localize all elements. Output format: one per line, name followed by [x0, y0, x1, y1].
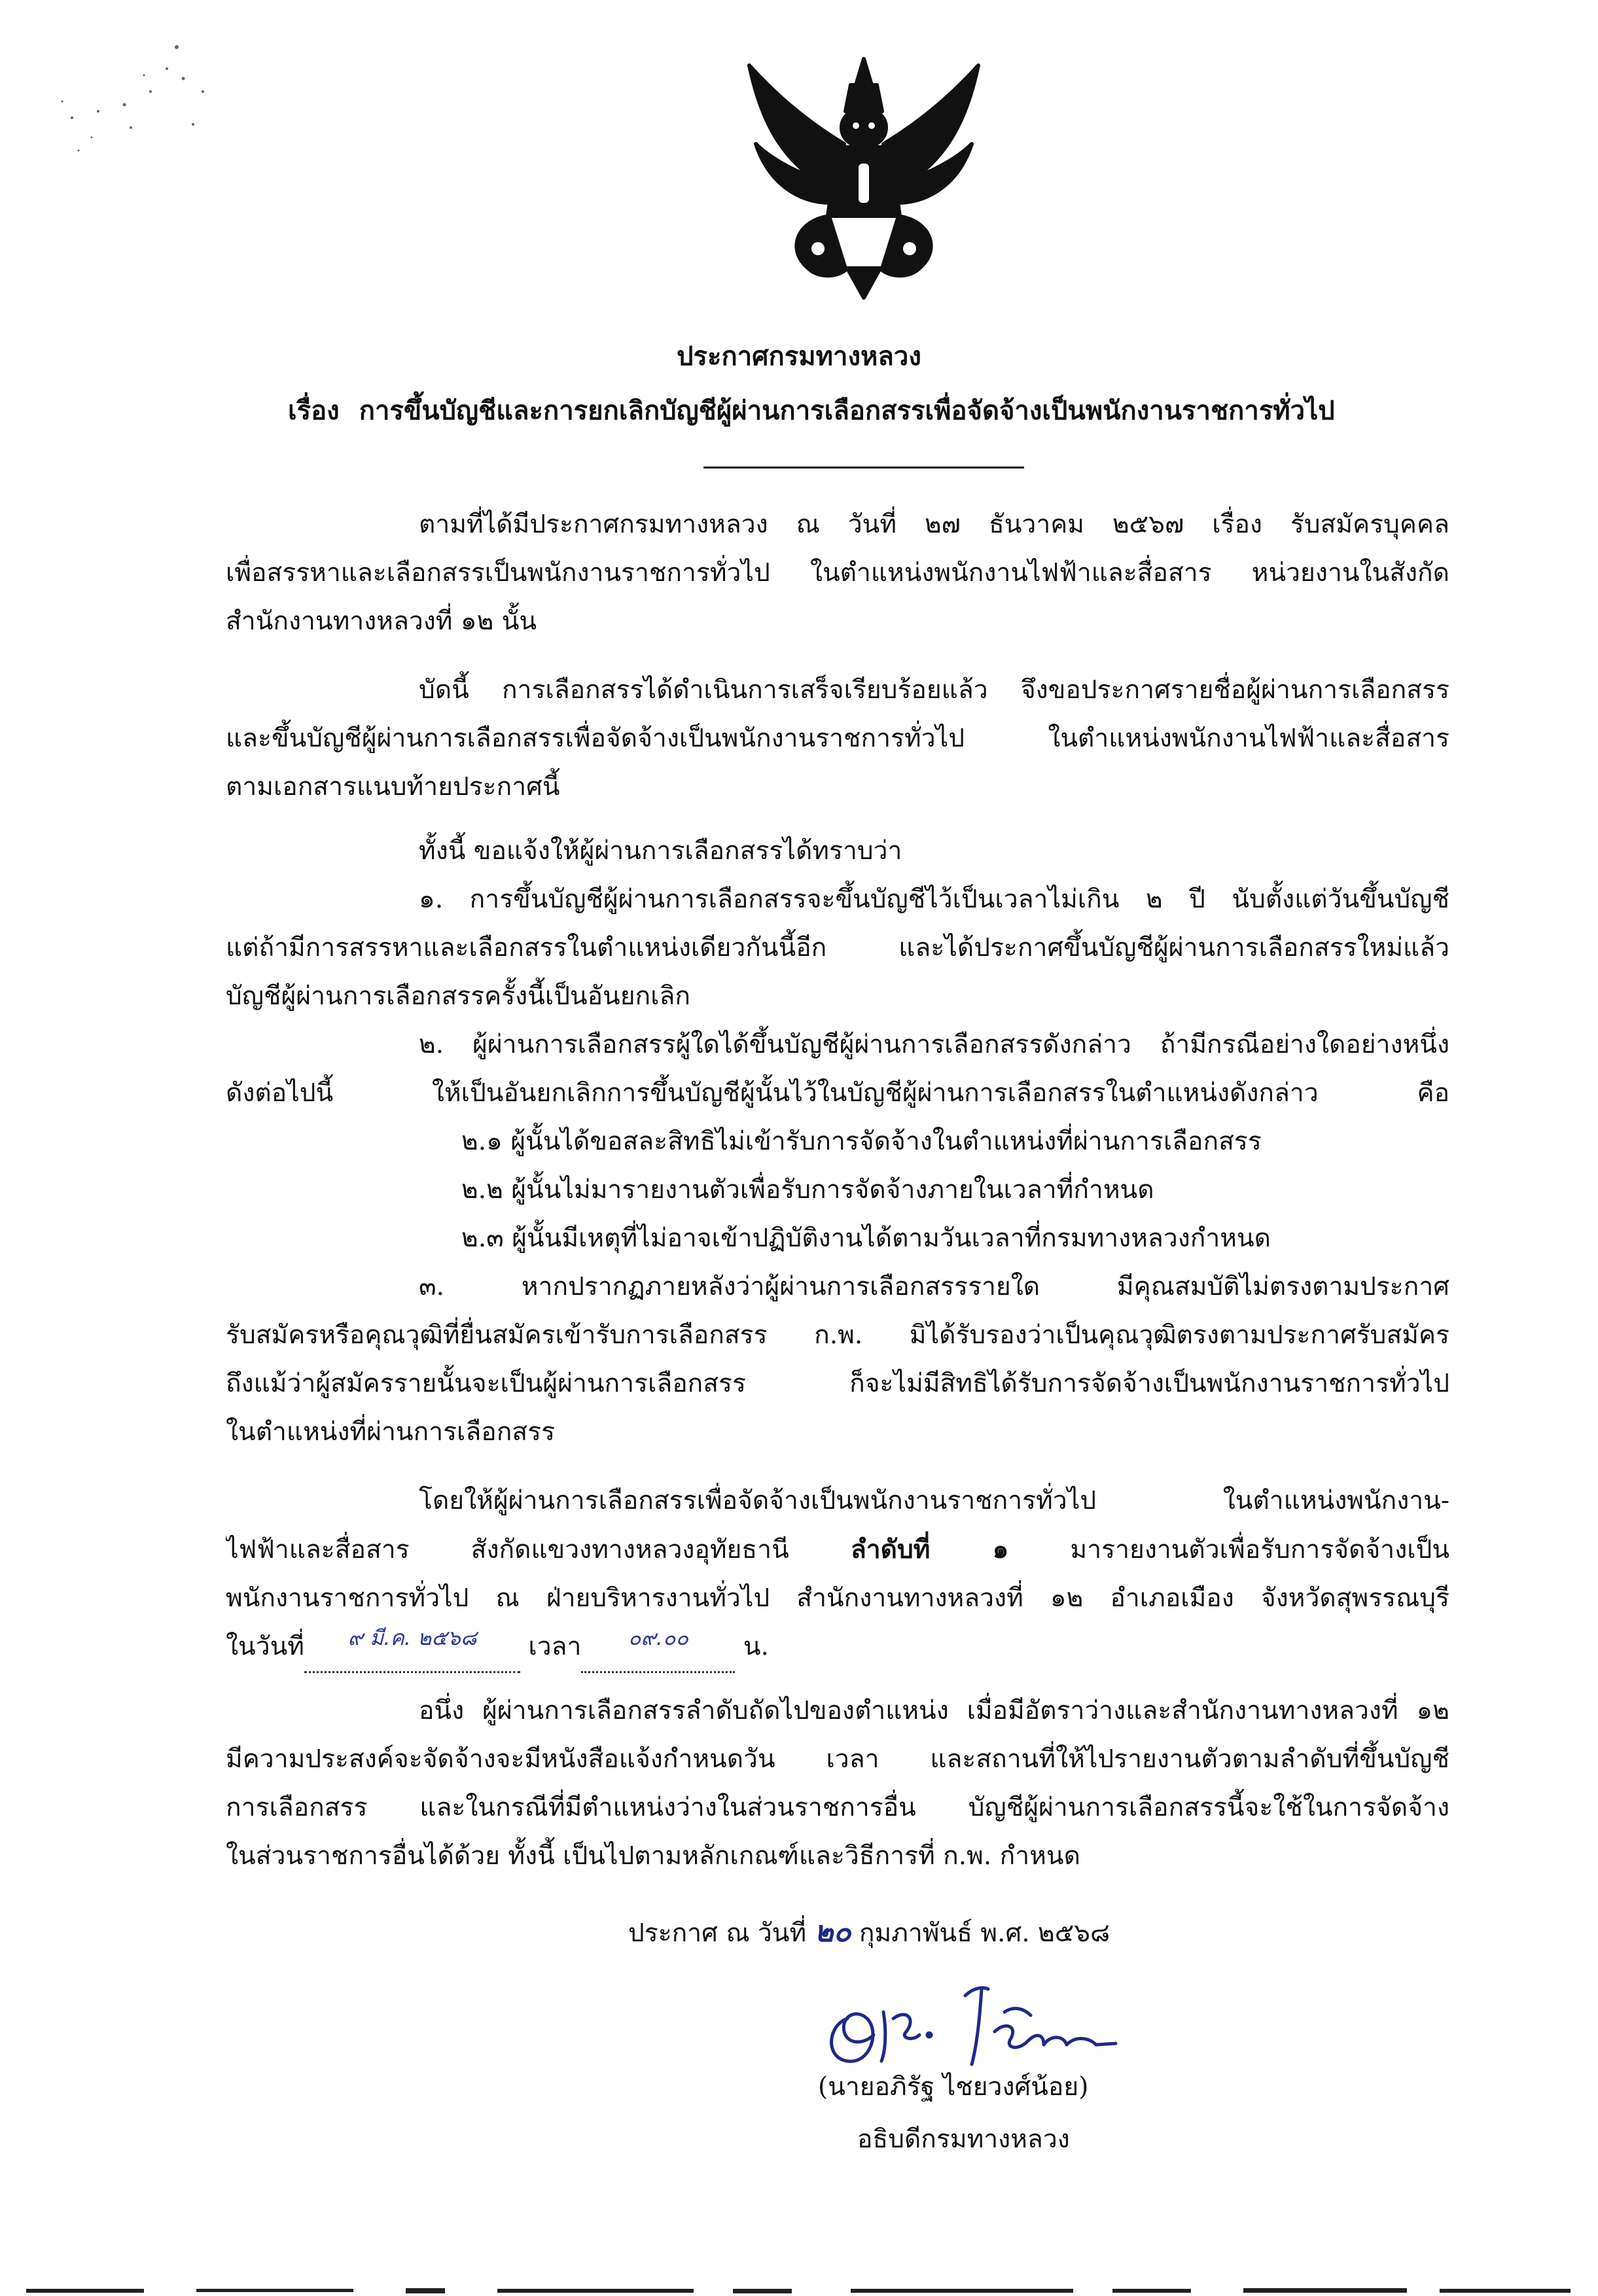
- item-2-line: ดังต่อไปนี้ ให้เป็นอันยกเลิกการขึ้นบัญชีผู้นั้นไว้ในบัญชีผู้ผ่านการเลือกสรรในตำแหน่งดังกล่าว คือ: [226, 1078, 1449, 1108]
- item-3-line: ในตำแหน่งที่ผ่านการเลือกสรร: [226, 1417, 556, 1447]
- time-label: เวลา: [528, 1632, 582, 1661]
- handwritten-time: ๐๙.๐๐: [628, 1625, 689, 1650]
- signer-title: อธิบดีกรมทางหลวง: [857, 2125, 1070, 2154]
- item-3-line: ๓. หากปรากฏภายหลังว่าผู้ผ่านการเลือกสรรรายใด มีคุณสมบัติไม่ตรงตามประกาศ: [419, 1272, 1449, 1301]
- rank-label: ลำดับที่ ๑: [850, 1534, 1009, 1564]
- report-date-line: [226, 1623, 1449, 1673]
- announcement-date: [628, 1909, 1110, 1956]
- text-line: มีความประสงค์จะจัดจ้างจะมีหนังสือแจ้งกำหนดวัน เวลา และสถานที่ให้ไปรายงานตัวตามลำดับที่ขึ้นบัญชี: [226, 1744, 1449, 1774]
- text-line: [226, 1525, 1449, 1574]
- announcement-suffix: กุมภาพันธ์ พ.ศ. ๒๕๖๘: [859, 1918, 1110, 1948]
- text-line: บัดนี้ การเลือกสรรได้ดำเนินการเสร็จเรียบร้อยแล้ว จึงขอประกาศรายชื่อผู้ผ่านการเลือกสรร: [419, 675, 1449, 705]
- paragraph-1: [226, 501, 1449, 646]
- text-line: ตามเอกสารแนบท้ายประกาศนี้: [226, 772, 560, 802]
- date-field: [304, 1623, 520, 1673]
- subject-text: การขึ้นบัญชีและการยกเลิกบัญชีผู้ผ่านการเลือกสรรเพื่อจัดจ้างเป็นพนักงานราชการทั่วไป: [359, 395, 1335, 426]
- item-1-line: ๑. การขึ้นบัญชีผู้ผ่านการเลือกสรรจะขึ้นบัญชีไว้เป็นเวลาไม่เกิน ๒ ปี นับตั้งแต่วันขึ้นบัญชี: [419, 885, 1449, 914]
- item-1-line: บัญชีผู้ผ่านการเลือกสรรครั้งนี้เป็นอันยกเลิก: [226, 981, 691, 1011]
- text-line: สำนักงานทางหลวงที่ ๑๒ นั้น: [226, 607, 537, 636]
- text-line: และขึ้นบัญชีผู้ผ่านการเลือกสรรเพื่อจัดจ้างเป็นพนักงานราชการทั่วไป ในตำแหน่งพนักงานไฟฟ้าและสื่อสาร: [226, 724, 1449, 753]
- text-line: ในส่วนราชการอื่นได้ด้วย ทั้งนี้ เป็นไปตามหลักเกณฑ์และวิธีการที่ ก.พ. กำหนด: [226, 1841, 1080, 1871]
- scan-specks: [52, 39, 209, 164]
- scan-edge-marks: [0, 2284, 1598, 2296]
- text-line: เพื่อสรรหาและเลือกสรรเป็นพนักงานราชการทั่วไป ในตำแหน่งพนักงานไฟฟ้าและสื่อสาร หน่วยงานในสังกัด: [226, 558, 1449, 588]
- text-segment: ไฟฟ้าและสื่อสาร สังกัดแขวงทางหลวงอุทัยธานี: [226, 1535, 789, 1564]
- item-2-1: ๒.๑ ผู้นั้นได้ขอสละสิทธิไม่เข้ารับการจัดจ้างในตำแหน่งที่ผ่านการเลือกสรร: [461, 1127, 1262, 1156]
- item-3-line: รับสมัครหรือคุณวุฒิที่ยื่นสมัครเข้ารับการเลือกสรร ก.พ. มิได้รับรองว่าเป็นคุณวุฒิตรงตามประกาศรับสมัคร: [226, 1320, 1449, 1350]
- handwritten-signature: [808, 1973, 1122, 2071]
- text-line: ตามที่ได้มีประกาศกรมทางหลวง ณ วันที่ ๒๗ ธันวาคม ๒๕๖๗ เรื่อง รับสมัครบุคคล: [419, 510, 1449, 539]
- subject-label: เรื่อง: [288, 395, 340, 426]
- paragraph-5: [226, 1687, 1449, 1881]
- paragraph-2: [226, 666, 1449, 811]
- text-line: การเลือกสรร และในกรณีที่มีตำแหน่งว่างในส่วนราชการอื่น บัญชีผู้ผ่านการเลือกสรรนี้จะใช้ในการจัดจ้าง: [226, 1793, 1449, 1822]
- signer-name: (นายอภิรัฐ ไชยวงศ์น้อย): [818, 2072, 1089, 2102]
- date-label: ในวันที่: [226, 1632, 304, 1661]
- item-2-line: ๒. ผู้ผ่านการเลือกสรรผู้ใดได้ขึ้นบัญชีผู้ผ่านการเลือกสรรดังกล่าว ถ้ามีกรณีอย่างใดอย่างหนึ่ง: [419, 1030, 1449, 1059]
- garuda-emblem-icon: [739, 52, 988, 301]
- handwritten-date: ๙ มี.ค. ๒๕๖๘: [347, 1625, 477, 1650]
- time-field: [581, 1623, 735, 1673]
- text-line: ทั้งนี้ ขอแจ้งให้ผู้ผ่านการเลือกสรรได้ทราบว่า: [419, 836, 902, 866]
- text-segment: มารายงานตัวเพื่อรับการจัดจ้างเป็น: [1070, 1535, 1449, 1564]
- paragraph-4: [226, 1477, 1449, 1673]
- paragraph-3: [226, 827, 1449, 1457]
- handwritten-day: ๒๐: [814, 1915, 851, 1949]
- item-2-3: ๒.๓ ผู้นั้นมีเหตุที่ไม่อาจเข้าปฏิบัติงานได้ตามวันเวลาที่กรมทางหลวงกำหนด: [461, 1224, 1271, 1253]
- text-line: พนักงานราชการทั่วไป ณ ฝ่ายบริหารงานทั่วไป สำนักงานทางหลวงที่ ๑๒ อำเภอเมือง จังหวัดสุพรรณบุรี: [226, 1583, 1449, 1613]
- time-unit: น.: [743, 1632, 769, 1661]
- announcement-prefix: ประกาศ ณ วันที่: [628, 1918, 807, 1948]
- title-divider: [703, 467, 1024, 468]
- item-2-2: ๒.๒ ผู้นั้นไม่มารายงานตัวเพื่อรับการจัดจ้างภายในเวลาที่กำหนด: [461, 1175, 1154, 1205]
- text-line: โดยให้ผู้ผ่านการเลือกสรรเพื่อจัดจ้างเป็นพนักงานราชการทั่วไป ในตำแหน่งพนักงาน-: [419, 1486, 1449, 1515]
- text-line: อนึ่ง ผู้ผ่านการเลือกสรรลำดับถัดไปของตำแหน่ง เมื่อมีอัตราว่างและสำนักงานทางหลวงที่ ๑๒: [419, 1696, 1449, 1725]
- item-3-line: ถึงแม้ว่าผู้สมัครรายนั้นจะเป็นผู้ผ่านการเลือกสรร ก็จะไม่มีสิทธิได้รับการจัดจ้างเป็นพนักงานราชการทั่วไป: [226, 1369, 1449, 1398]
- document-title: ประกาศกรมทางหลวง: [677, 341, 921, 372]
- document-subject: [288, 391, 1466, 431]
- item-1-line: แต่ถ้ามีการสรรหาและเลือกสรรในตำแหน่งเดียวกันนี้อีก และได้ประกาศขึ้นบัญชีผู้ผ่านการเลือกสรรใหม่แล้ว: [226, 933, 1449, 963]
